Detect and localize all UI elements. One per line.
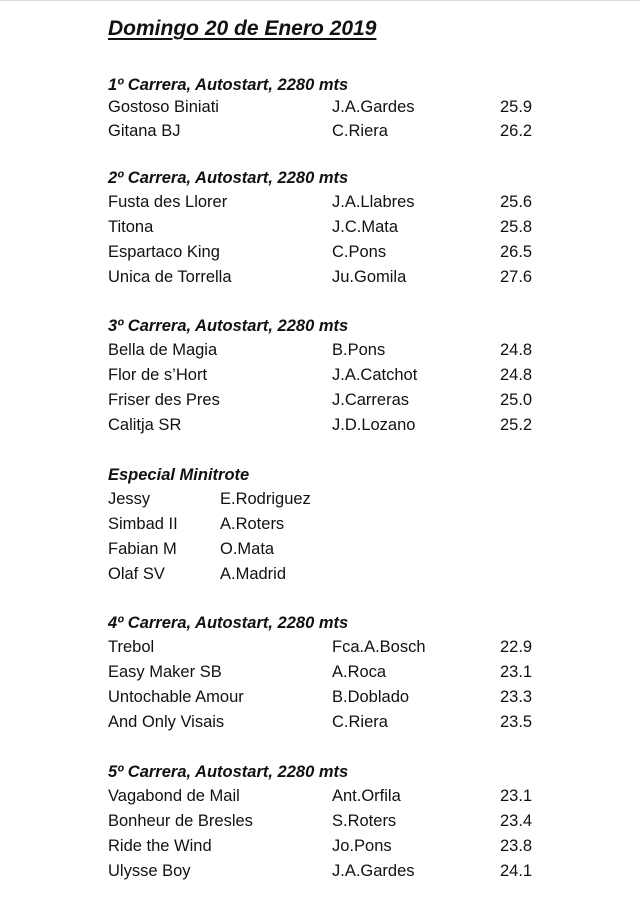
entry-row: [108, 364, 568, 389]
time-value: 23.1: [500, 787, 533, 805]
race-heading: 5º Carrera, Autostart, 2280 mts: [108, 763, 349, 781]
driver-name: B.Pons: [332, 341, 386, 359]
time-value: 25.9: [500, 98, 533, 116]
entry-row: [108, 686, 568, 711]
horse-name: Titona: [108, 218, 154, 236]
entry-row: [108, 810, 568, 835]
race-heading: 2º Carrera, Autostart, 2280 mts: [108, 169, 349, 187]
entry-row: [108, 96, 568, 120]
driver-name: S.Roters: [332, 812, 397, 830]
entry-row: [108, 339, 568, 364]
time-value: 25.8: [500, 218, 533, 236]
race-section-4: [108, 612, 568, 736]
horse-name: Vagabond de Mail: [108, 787, 240, 805]
driver-name: J.A.Gardes: [332, 98, 415, 116]
entry-row: [108, 563, 568, 588]
time-value: 22.9: [500, 638, 533, 656]
race-section-3: [108, 315, 568, 439]
page-title: Domingo 20 de Enero 2019: [108, 17, 377, 40]
entry-row: [108, 191, 568, 216]
driver-name: O.Mata: [220, 540, 275, 558]
race-section-1: [108, 74, 568, 144]
driver-name: C.Pons: [332, 243, 387, 261]
horse-name: Calitja SR: [108, 416, 182, 434]
driver-name: C.Riera: [332, 713, 388, 731]
driver-name: J.C.Mata: [332, 218, 399, 236]
time-value: 23.4: [500, 812, 533, 830]
race-section-2: [108, 167, 568, 291]
horse-name: Espartaco King: [108, 243, 220, 261]
driver-name: E.Rodriguez: [220, 490, 311, 508]
entry-row: [108, 538, 568, 563]
time-value: 24.8: [500, 366, 533, 384]
driver-name: A.Madrid: [220, 565, 287, 583]
driver-name: B.Doblado: [332, 688, 410, 706]
race-heading: 3º Carrera, Autostart, 2280 mts: [108, 317, 349, 335]
horse-name: Gostoso Biniati: [108, 98, 219, 116]
entry-row: [108, 389, 568, 414]
entry-row: [108, 216, 568, 241]
entry-row: [108, 120, 568, 144]
driver-name: A.Roters: [220, 515, 285, 533]
time-value: 25.6: [500, 193, 533, 211]
time-value: 23.1: [500, 663, 533, 681]
driver-name: Ju.Gomila: [332, 268, 407, 286]
entry-row: [108, 860, 568, 885]
race-heading: 4º Carrera, Autostart, 2280 mts: [108, 614, 349, 632]
horse-name: Jessy: [108, 490, 151, 508]
driver-name: J.A.Gardes: [332, 862, 415, 880]
entry-row: [108, 661, 568, 686]
driver-name: Fca.A.Bosch: [332, 638, 426, 656]
driver-name: J.A.Llabres: [332, 193, 415, 211]
time-value: 23.8: [500, 837, 533, 855]
horse-name: Bella de Magia: [108, 341, 218, 359]
time-value: 23.3: [500, 688, 533, 706]
horse-name: Flor de s’Hort: [108, 366, 208, 384]
entry-row: [108, 241, 568, 266]
horse-name: Untochable Amour: [108, 688, 244, 706]
horse-name: Fabian M: [108, 540, 177, 558]
time-value: 24.8: [500, 341, 533, 359]
minitrote-section: [108, 464, 568, 588]
entry-row: [108, 414, 568, 439]
driver-name: Ant.Orfila: [332, 787, 401, 805]
driver-name: J.A.Catchot: [332, 366, 418, 384]
time-value: 25.2: [500, 416, 533, 434]
horse-name: And Only Visais: [108, 713, 225, 731]
horse-name: Bonheur de Bresles: [108, 812, 253, 830]
entry-row: [108, 266, 568, 291]
entry-row: [108, 835, 568, 860]
horse-name: Gitana BJ: [108, 122, 181, 140]
race-heading: 1º Carrera, Autostart, 2280 mts: [108, 76, 349, 94]
time-value: 25.0: [500, 391, 533, 409]
driver-name: C.Riera: [332, 122, 388, 140]
time-value: 26.2: [500, 122, 533, 140]
time-value: 27.6: [500, 268, 533, 286]
horse-name: Trebol: [108, 638, 155, 656]
top-divider: [0, 0, 640, 1]
horse-name: Friser des Pres: [108, 391, 220, 409]
race-heading: Especial Minitrote: [108, 466, 250, 484]
driver-name: A.Roca: [332, 663, 387, 681]
horse-name: Easy Maker SB: [108, 663, 222, 681]
entry-row: [108, 513, 568, 538]
entry-row: [108, 488, 568, 513]
horse-name: Simbad II: [108, 515, 178, 533]
driver-name: J.Carreras: [332, 391, 410, 409]
horse-name: Unica de Torrella: [108, 268, 232, 286]
driver-name: Jo.Pons: [332, 837, 392, 855]
race-section-5: [108, 761, 568, 885]
horse-name: Fusta des Llorer: [108, 193, 228, 211]
driver-name: J.D.Lozano: [332, 416, 416, 434]
time-value: 26.5: [500, 243, 533, 261]
entry-row: [108, 711, 568, 736]
entry-row: [108, 785, 568, 810]
time-value: 24.1: [500, 862, 533, 880]
horse-name: Olaf SV: [108, 565, 165, 583]
time-value: 23.5: [500, 713, 533, 731]
horse-name: Ulysse Boy: [108, 862, 191, 880]
horse-name: Ride the Wind: [108, 837, 212, 855]
entry-row: [108, 636, 568, 661]
